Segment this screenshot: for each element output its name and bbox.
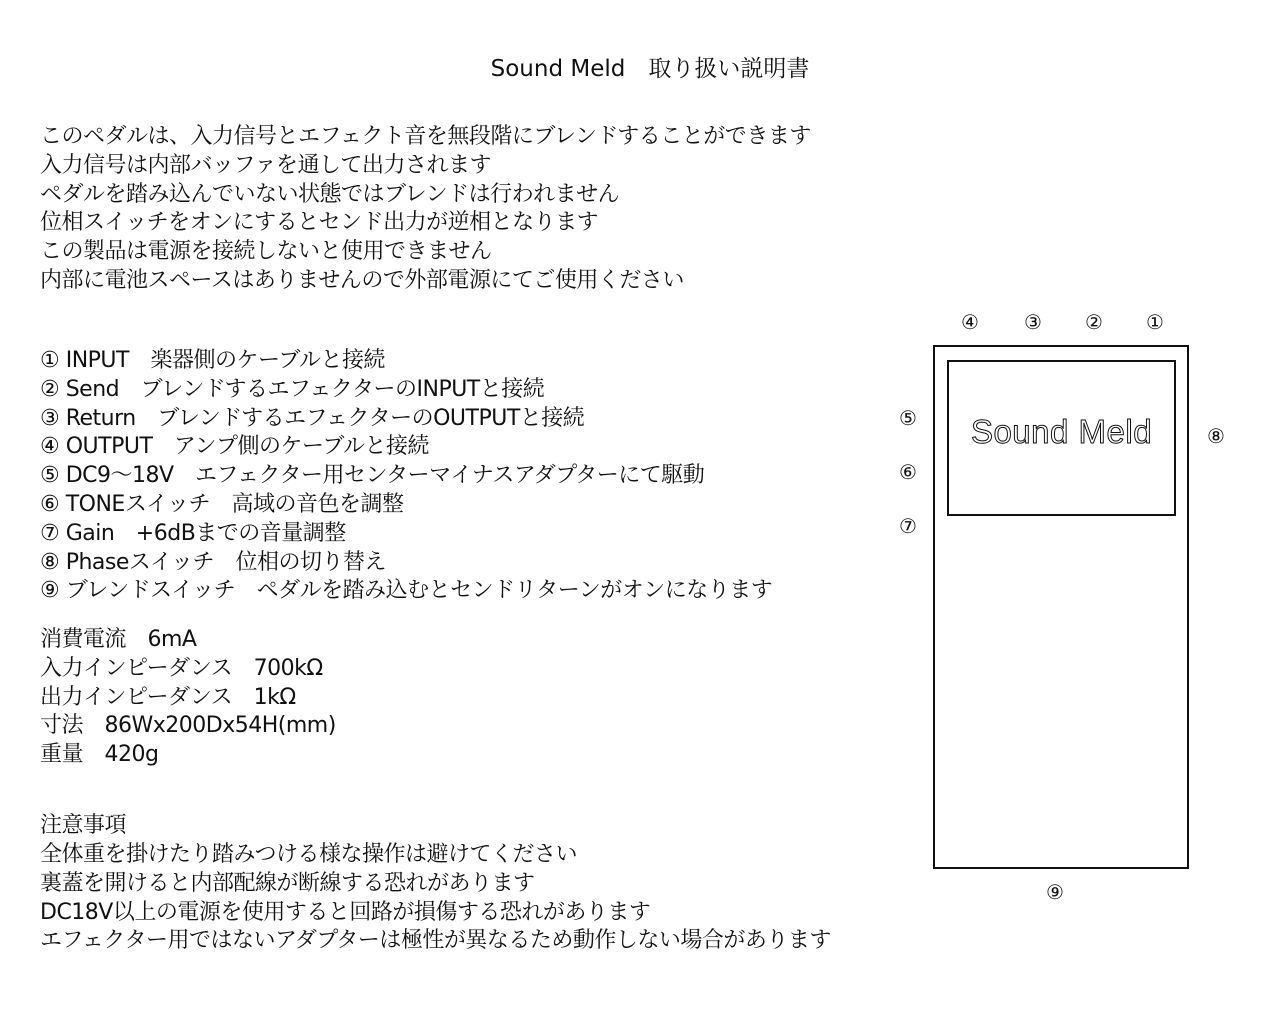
caution-item: DC18V以上の電源を使用すると回路が損傷する恐れがあります xyxy=(40,899,651,925)
port-marker-9: ⑨ xyxy=(1046,880,1064,904)
spec-input-impedance: 入力インピーダンス 700kΩ xyxy=(40,655,323,681)
spec-dimensions: 寸法 86Wx200Dx54H(mm) xyxy=(40,713,336,739)
cautions-list xyxy=(40,841,831,956)
intro-line: 入力信号は内部バッファを通して出力されます xyxy=(40,152,492,178)
legend-item-input: ① INPUT 楽器側のケーブルと接続 xyxy=(40,348,385,373)
legend-item-blend-switch: ⑨ ブレンドスイッチ ペダルを踏み込むとセンドリターンがオンになります xyxy=(40,578,773,604)
port-marker-1: ① xyxy=(1146,310,1164,334)
specifications-list xyxy=(40,626,336,770)
intro-line: 内部に電池スペースはありませんので外部電源にてご使用ください xyxy=(40,267,684,293)
legend-item-dc-power: ⑤ DC9～18V エフェクター用センターマイナスアダプターにて駆動 xyxy=(40,463,705,489)
port-marker-6: ⑥ xyxy=(899,460,917,484)
caution-item: 全体重を掛けたり踏みつける様な操作は避けてください xyxy=(40,842,578,867)
port-marker-5: ⑤ xyxy=(899,406,917,430)
intro-line: ペダルを踏み込んでいない状態ではブレンドは行われません xyxy=(40,181,620,207)
legend-item-output: ④ OUTPUT アンプ側のケーブルと接続 xyxy=(40,434,430,460)
port-marker-2: ② xyxy=(1085,310,1103,334)
spec-current-draw: 消費電流 6mA xyxy=(40,627,197,652)
legend-item-return: ③ Return ブレンドするエフェクターのOUTPUTと接続 xyxy=(40,405,585,431)
caution-item: エフェクター用ではないアダプターは極性が異なるため動作しない場合があります xyxy=(40,928,831,954)
caution-item: 裏蓋を開けると内部配線が断線する恐れがあります xyxy=(40,870,535,896)
port-marker-8: ⑧ xyxy=(1207,424,1225,448)
legend-item-phase-switch: ⑧ Phaseスイッチ 位相の切り替え xyxy=(40,549,387,575)
spec-weight: 重量 420g xyxy=(40,742,159,768)
port-marker-4: ④ xyxy=(961,310,979,334)
intro-paragraph xyxy=(40,123,811,296)
spec-output-impedance: 出力インピーダンス 1kΩ xyxy=(40,684,296,710)
page-title: Sound Meld 取り扱い説明書 xyxy=(490,56,810,82)
legend-item-gain: ⑦ Gain +6dBまでの音量調整 xyxy=(40,520,346,546)
legend-item-tone-switch: ⑥ TONEスイッチ 高域の音色を調整 xyxy=(40,491,404,517)
port-marker-3: ③ xyxy=(1024,310,1042,334)
port-marker-7: ⑦ xyxy=(899,514,917,538)
cautions-heading: 注意事項 xyxy=(40,813,127,838)
intro-line: 位相スイッチをオンにするとセンド出力が逆相となります xyxy=(40,210,599,236)
intro-line: このペダルは、入力信号とエフェクト音を無段階にブレンドすることができます xyxy=(40,124,811,149)
pedal-logo: Sound Meld xyxy=(970,413,1153,450)
intro-line: この製品は電源を接続しないと使用できません xyxy=(40,239,492,265)
legend-item-send: ② Send ブレンドするエフェクターのINPUTと接続 xyxy=(40,376,545,402)
port-legend-list xyxy=(40,347,772,606)
